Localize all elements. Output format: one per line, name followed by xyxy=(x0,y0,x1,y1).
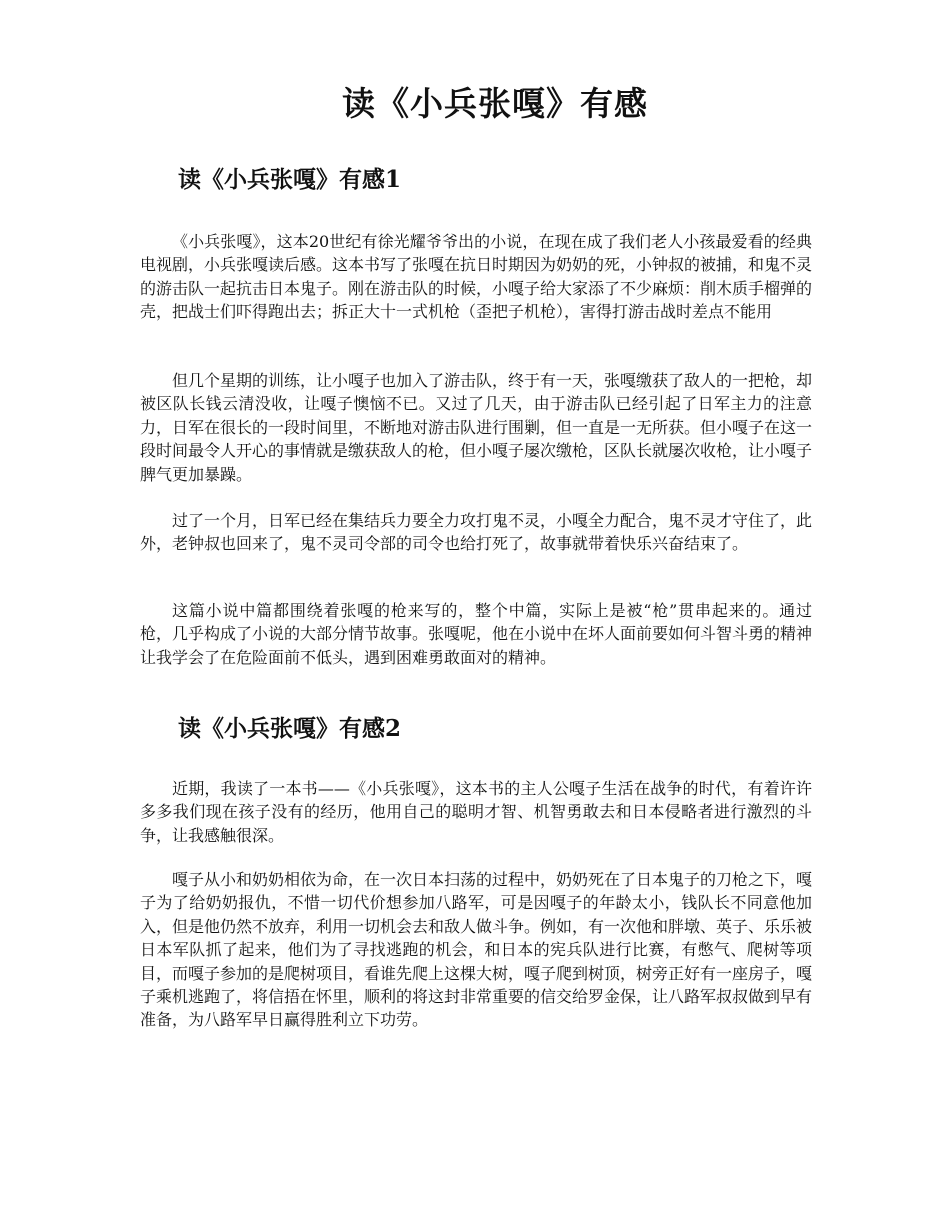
section-1-paragraph-1: 《小兵张嘎》，这本20世纪有徐光耀爷爷出的小说，在现在成了我们老人小孩最爱看的经典电视剧，小兵张嘎读后感。这本书写了张嘎在抗日时期因为奶奶的死，小钟叔的被捕，和鬼不灵的游击队一起抗击日本鬼子。刚在游击队的时候，小嘎子给大家添了不少麻烦：削木质手榴弹的壳，把战士们吓得跑出去；拆正大十一式机枪（歪把子机枪），害得打游击战时差点不能用 xyxy=(140,232,813,322)
section-1-paragraph-2: 但几个星期的训练，让小嘎子也加入了游击队，终于有一天，张嘎缴获了敌人的一把枪，却被区队长钱云清没收，让嘎子懊恼不已。又过了几天，由于游击队已经引起了日军主力的注意力，日军在很长的一段时间里，不断地对游击队进行围剿，但一直是一无所获。但小嘎子在这一段时间最令人开心的事情就是缴获敌人的枪，但小嘎子屡次缴枪，区队长就屡次收枪，让小嘎子脾气更加暴躁。 xyxy=(140,371,813,484)
section-2-paragraph-1: 近期，我读了一本书——《小兵张嘎》，这本书的主人公嘎子生活在战争的时代，有着许许多多我们现在孩子没有的经历，他用自己的聪明才智、机智勇敢去和日本侵略者进行激烈的斗争，让我感触很深。 xyxy=(140,779,812,845)
section-heading-1: 读《小兵张嘎》有感1 xyxy=(178,166,402,193)
section-heading-2: 读《小兵张嘎》有感2 xyxy=(178,715,402,742)
document-title: 读《小兵张嘎》有感 xyxy=(342,84,648,123)
section-1-paragraph-4: 这篇小说中篇都围绕着张嘎的枪来写的，整个中篇，实际上是被“枪”贯串起来的。通过枪，几乎构成了小说的大部分情节故事。张嘎呢，他在小说中在坏人面前要如何斗智斗勇的精神让我学会了在危险面前不低头，遇到困难勇敢面对的精神。 xyxy=(140,601,813,667)
section-1-paragraph-3: 过了一个月，日军已经在集结兵力要全力攻打鬼不灵，小嘎全力配合，鬼不灵才守住了，此外，老钟叔也回来了，鬼不灵司令部的司令也给打死了，故事就带着快乐兴奋结束了。 xyxy=(140,511,813,554)
section-2-paragraph-2: 嘎子从小和奶奶相依为命，在一次日本扫荡的过程中，奶奶死在了日本鬼子的刀枪之下，嘎子为了给奶奶报仇，不惜一切代价想参加八路军，可是因嘎子的年龄太小，钱队长不同意他加入，但是他仍然不放弃，利用一切机会去和敌人做斗争。例如，有一次他和胖墩、英子、乐乐被日本军队抓了起来，他们为了寻找逃跑的机会，和日本的宪兵队进行比赛，有憋气、爬树等项目，而嘎子参加的是爬树项目，看谁先爬上这棵大树，嘎子爬到树顶，树旁正好有一座房子，嘎子乘机逃跑了，将信捂在怀里，顺利的将这封非常重要的信交给罗金保，让八路军叔叔做到早有准备，为八路军早日赢得胜利立下功劳。 xyxy=(140,870,813,1030)
